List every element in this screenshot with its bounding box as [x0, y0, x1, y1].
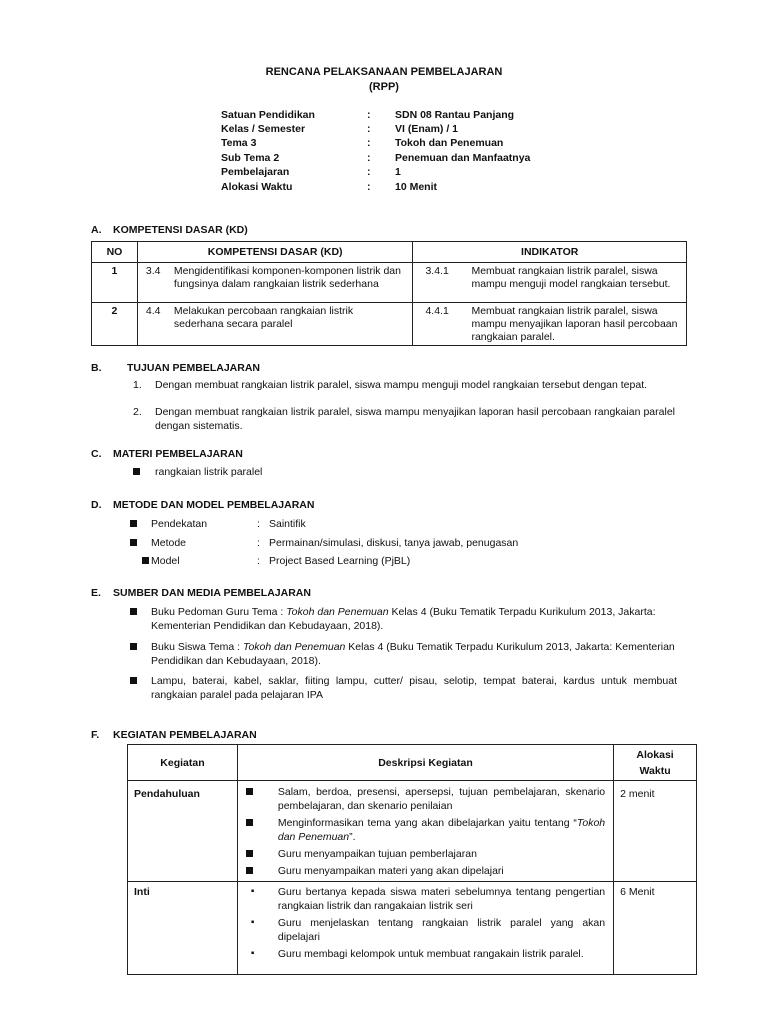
section-letter: B. [91, 362, 102, 374]
bullet-icon [130, 677, 137, 684]
bullet-icon [133, 468, 140, 475]
info-colon: : [367, 137, 371, 149]
section-title: METODE DAN MODEL PEMBELAJARAN [113, 499, 315, 511]
kd-number: 4.4 [145, 305, 161, 317]
kegiatan-cell: Pendahuluan [128, 781, 238, 882]
bullet-icon [246, 819, 253, 826]
kegiatan-text: Guru menyampaikan materi yang akan dipelajari [277, 865, 504, 877]
kegiatan-text: Guru bertanya kepada siswa materi sebelumnya tentang pengertian rangkaian listrik dan rangakaian listrik seri [277, 886, 606, 912]
sumber-text: Buku Siswa Tema : [151, 641, 244, 653]
list-item: Dengan membuat rangkaian listrik paralel, siswa mampu menyajikan laporan hasil percobaan rangkaian paralel dengan sistematis. [155, 406, 675, 432]
indikator-number: 3.4.1 [425, 265, 449, 277]
info-value: 1 [395, 166, 401, 178]
table-row [128, 882, 697, 975]
indikator-text: Membuat rangkaian listrik paralel, siswa mampu menguji model rangkaian tersebut. [471, 265, 671, 290]
kd-cell [137, 303, 413, 346]
section-f-heading [91, 729, 257, 741]
kegiatan-tema: Tokoh dan Penemuan [277, 817, 606, 843]
kegiatan-table-header [128, 745, 697, 781]
list-item [238, 947, 613, 961]
deskripsi-cell [237, 781, 613, 882]
section-letter: A. [91, 224, 102, 236]
info-label: Pembelajaran [221, 166, 290, 178]
list-item [238, 816, 613, 844]
kd-text: Melakukan percobaan rangkaian listrik sederhana secara paralel [173, 305, 354, 330]
indikator-cell [413, 303, 687, 346]
sumber-text: Lampu, baterai, kabel, saklar, fiiting lampu, cutter/ pisau, selotip, tempat baterai, kardus untuk membuat rangkaian paralel pada pelajaran IPA [151, 675, 677, 701]
section-b-heading [91, 362, 260, 374]
sumber-text: Kelas 4 (Buku Tematik Terpadu Kurikulum 2013, Jakarta: Kementerian Pendidikan dan Kebudayaan, 2018). [151, 606, 656, 632]
list-item [151, 640, 675, 668]
bullet-icon: ▪ [250, 886, 255, 897]
alokasi-header-line2: Waktu [639, 764, 671, 777]
metode-label: Metode [151, 537, 187, 549]
alokasi-header [614, 745, 697, 781]
kd-header-no: NO [92, 242, 138, 263]
section-title: KEGIATAN PEMBELAJARAN [113, 729, 257, 741]
bullet-icon [130, 520, 137, 527]
bullet-icon [130, 643, 137, 650]
info-colon: : [367, 152, 371, 164]
bullet-icon: ▪ [250, 917, 255, 928]
deskripsi-header: Deskripsi Kegiatan [237, 745, 613, 781]
kd-table-header [92, 242, 687, 263]
kd-number: 3.4 [145, 265, 161, 277]
info-value: SDN 08 Rantau Panjang [395, 109, 515, 121]
kegiatan-cell: Inti [128, 882, 238, 975]
info-colon: : [367, 123, 371, 135]
kegiatan-text: Guru menjelaskan tentang rangkaian listrik paralel yang akan dipelajari [277, 917, 606, 943]
list-item [238, 916, 613, 944]
indikator-text: Membuat rangkaian listrik paralel, siswa mampu menyajikan laporan hasil percobaan rangkaian paralel. [471, 305, 678, 343]
section-letter: E. [91, 587, 101, 599]
section-c-heading [91, 448, 243, 460]
metode-value: Project Based Learning (PjBL) [269, 555, 411, 567]
sumber-text: Kelas 4 (Buku Tematik Terpadu Kurikulum 2013, Jakarta: Kementerian Pendidikan dan Kebudayaan, 2018). [151, 641, 675, 667]
metode-colon: : [257, 537, 260, 549]
kd-row-no: 2 [92, 303, 138, 346]
info-label: Sub Tema 2 [221, 152, 280, 164]
metode-value: Permainan/simulasi, diskusi, tanya jawab, penugasan [269, 537, 519, 549]
bullet-icon [246, 850, 253, 857]
kd-header-indikator: INDIKATOR [413, 242, 687, 263]
bullet-icon [246, 788, 253, 795]
waktu-cell: 2 menit [614, 781, 697, 882]
section-title: KOMPETENSI DASAR (KD) [113, 224, 248, 236]
info-label: Satuan Pendidikan [221, 109, 315, 121]
sumber-title: Tokoh dan Penemuan [286, 606, 389, 618]
kegiatan-table [127, 744, 697, 975]
list-item [238, 785, 613, 813]
kegiatan-text: Guru menyampaikan tujuan pemberlajaran [277, 848, 477, 860]
list-item [151, 605, 675, 633]
bullet-icon [130, 608, 137, 615]
list-number: 2. [133, 406, 142, 418]
sumber-text: Buku Pedoman Guru Tema : [151, 606, 287, 618]
metode-label: Model [151, 555, 180, 567]
document-subtitle: (RPP) [369, 81, 399, 93]
metode-label: Pendekatan [151, 518, 208, 530]
section-title: SUMBER DAN MEDIA PEMBELAJARAN [113, 587, 311, 599]
indikator-number: 4.4.1 [425, 305, 449, 317]
list-item [238, 864, 613, 878]
kegiatan-text: ”. [349, 831, 356, 843]
bullet-icon [246, 867, 253, 874]
info-label: Alokasi Waktu [221, 181, 293, 193]
section-e-heading [91, 587, 311, 599]
kd-text: Mengidentifikasi komponen-komponen listrik dan fungsinya dalam rangkaian listrik sederhana [173, 265, 401, 290]
info-colon: : [367, 166, 371, 178]
section-title: TUJUAN PEMBELAJARAN [127, 362, 261, 374]
kegiatan-header: Kegiatan [128, 745, 238, 781]
bullet-icon: ▪ [250, 948, 255, 959]
kd-table [91, 241, 687, 346]
section-d-heading [91, 499, 314, 511]
list-item [238, 847, 613, 861]
kd-row-no: 1 [92, 263, 138, 303]
kegiatan-text: Menginformasikan tema yang akan dibelajarkan yaitu tentang “ [277, 817, 577, 829]
waktu-cell: 6 Menit [614, 882, 697, 975]
info-value: VI (Enam) / 1 [395, 123, 459, 135]
info-value: 10 Menit [395, 181, 438, 193]
table-row [128, 781, 697, 882]
kegiatan-text: Guru membagi kelompok untuk membuat rangakain listrik paralel. [277, 948, 584, 960]
section-letter: F. [91, 729, 100, 741]
kd-header-kd: KOMPETENSI DASAR (KD) [137, 242, 413, 263]
metode-colon: : [257, 555, 260, 567]
section-a-heading [91, 224, 248, 236]
alokasi-header-line1: Alokasi [636, 748, 674, 761]
section-title: MATERI PEMBELAJARAN [113, 448, 243, 460]
list-item: rangkaian listrik paralel [155, 466, 263, 478]
bullet-icon [142, 557, 149, 564]
section-letter: C. [91, 448, 102, 460]
info-colon: : [367, 181, 371, 193]
table-row [92, 263, 687, 303]
info-colon: : [367, 109, 371, 121]
list-item [238, 885, 613, 913]
list-item [151, 674, 677, 702]
info-value: Tokoh dan Penemuan [395, 137, 504, 149]
document-title: RENCANA PELAKSANAAN PEMBELAJARAN [265, 66, 503, 78]
list-item: Dengan membuat rangkaian listrik paralel, siswa mampu menguji model rangkaian tersebut dengan tepat. [155, 379, 648, 391]
metode-value: Saintifik [269, 518, 306, 530]
info-value: Penemuan dan Manfaatnya [395, 152, 531, 164]
kegiatan-text: Salam, berdoa, presensi, apersepsi, tujuan pembelajaran, skenario pembelajaran, dan skenario penilaian [277, 786, 606, 812]
sumber-title: Tokoh dan Penemuan [243, 641, 346, 653]
section-letter: D. [91, 499, 102, 511]
deskripsi-cell [237, 882, 613, 975]
kd-cell [137, 263, 413, 303]
table-row [92, 303, 687, 346]
list-number: 1. [133, 379, 142, 391]
indikator-cell [413, 263, 687, 303]
info-label: Tema 3 [221, 137, 257, 149]
metode-colon: : [257, 518, 260, 530]
bullet-icon [130, 539, 137, 546]
info-label: Kelas / Semester [221, 123, 306, 135]
